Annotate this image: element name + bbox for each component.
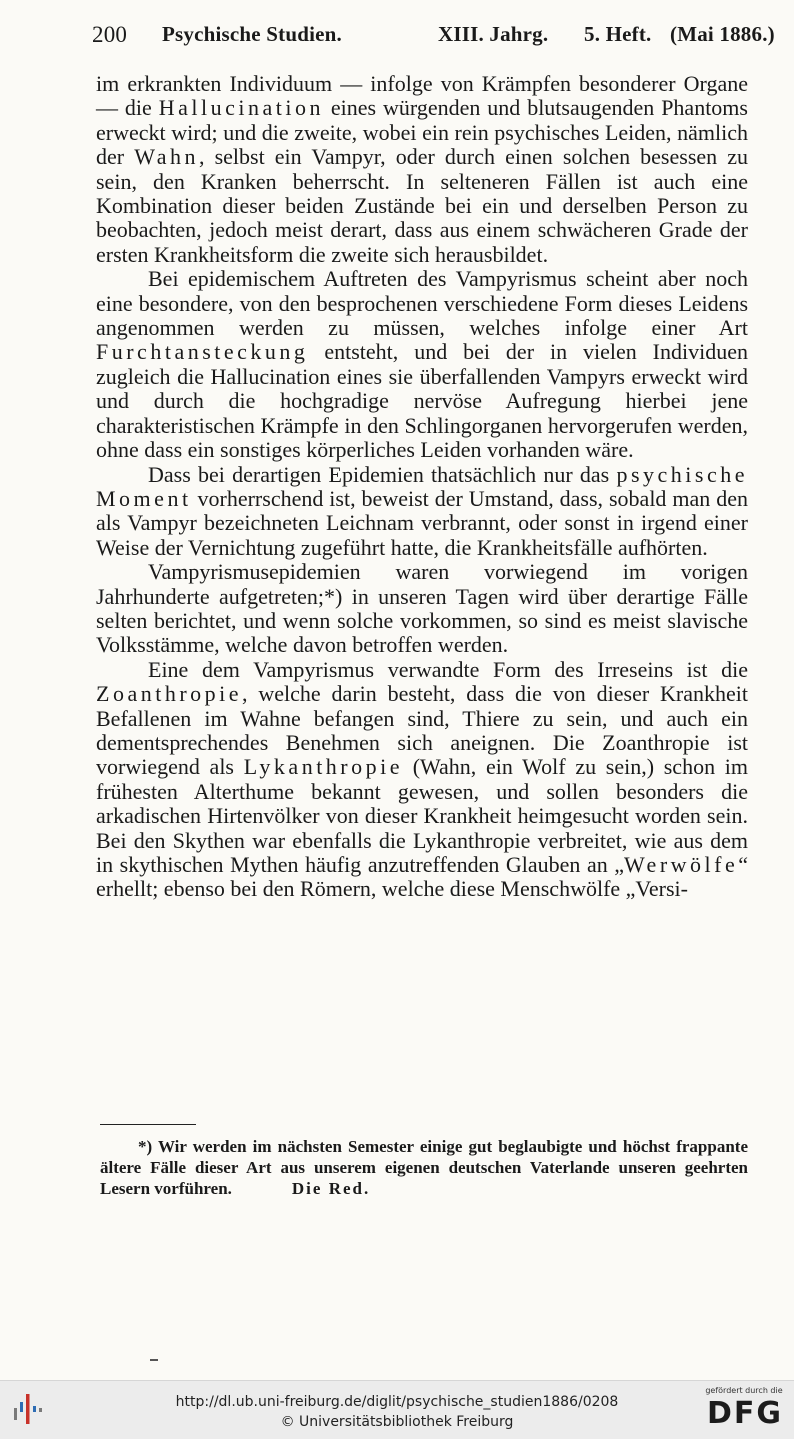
emphasized-term: Werwölfe: [624, 852, 739, 877]
text-run: (Wahn, ein Wolf zu sein,) schon im frühesten Alterthume bekannt gewesen, und sollen besonders die arkadischen Hirtenvölker von dieser Krankheit heimgesucht worden sein. Bei den Skythen war ebenfalls die Lykanthropie verbreitet, wie aus dem in skythischen Mythen häufig anzutreffenden Glauben an „: [96, 754, 748, 877]
text-run: vorherrschend ist, beweist der Umstand, dass, sobald man den als Vampyr bezeichneten Leichnam verbrannt, oder sonst in irgend einer Weise der Vernichtung zugeführt hatte, die Krankheitsfälle aufhörten.: [96, 485, 748, 560]
emphasized-term: Hallucination: [158, 95, 324, 121]
dfg-logo-icon: DFG: [706, 1396, 784, 1431]
volume-label: XIII. Jahrg.: [438, 22, 549, 46]
text-run: Dass bei derartigen Epidemien thatsächlich nur das: [148, 461, 617, 487]
copyright-notice: © Universitätsbibliothek Freiburg: [280, 1414, 514, 1430]
footnote-divider: [100, 1124, 196, 1125]
footnote-text: *) Wir werden im nächsten Semester einige gut beglaubigte und höchst frappante ältere Fälle dieser Art aus unserem eigenen deutschen Vaterlande unseren geehrten Lesern vorführen.: [100, 1137, 748, 1198]
paragraph-2: [96, 267, 748, 462]
emphasized-term: Zoanthropie: [96, 681, 243, 707]
page-number: 200: [92, 22, 128, 47]
issue-label: 5. Heft.: [584, 22, 652, 46]
text-run: , selbst ein Vampyr, oder durch einen solchen besessen zu sein, den Kranken beherrscht. In selteneren Fällen ist auch eine Kombination dieser beiden Zustände bei ein und derselben Person zu beobachten, jedoch meist derart, dass aus einem schwächeren Grade der ersten Krankheitsform die zweite sich herausbildet.: [96, 144, 749, 267]
text-run: “ erhellt; ebenso bei den Römern, welche diese Menschwölfe „Versi-: [96, 852, 748, 902]
permalink-url[interactable]: http://dl.ub.uni-freiburg.de/diglit/psychische_studien1886/0208: [175, 1394, 619, 1410]
footnote: [100, 1136, 748, 1199]
emphasized-term: Furchtansteckung: [96, 339, 309, 365]
scan-mark: [150, 1359, 158, 1361]
dfg-sponsor-logo: [698, 1386, 790, 1434]
text-run: Vampyrismusepidemien waren vorwiegend im vorigen Jahrhunderte aufgetreten;*) in unseren Tagen wird über derartige Fälle selten berichtet, und wenn solche vorkommen, so sind es meist slavische Volksstämme, welche davon betroffen werden.: [96, 559, 748, 658]
paragraph-4: [96, 560, 748, 658]
footnote-signature: Die Red.: [291, 1179, 371, 1198]
text-run: eines würgenden und blutsaugenden Phantoms erweckt wird; und die zweite, wobei ein rein psychisches Leiden, nämlich der: [96, 95, 748, 170]
journal-title: Psychische Studien.: [162, 22, 342, 46]
text-run: Eine dem Vampyrismus verwandte Form des Irreseins ist die: [148, 656, 748, 682]
paragraph-1: [96, 72, 748, 267]
body-text: [96, 72, 748, 902]
paragraph-3: [96, 463, 748, 561]
emphasized-term: Lykanthropie: [243, 754, 404, 780]
paragraph-5: [96, 658, 748, 902]
emphasized-term: Wahn: [134, 144, 199, 170]
text-run: entsteht, und bei der in vielen Individuen zugleich die Hallucination eines sie überfallenden Vampyrs erweckt wird und durch die hochgradige nervöse Aufregung hierbei jene charakteristischen Krämpfe in den Schlingorganen hervorgerufen werden, ohne dass ein sonstiges körperliches Leiden vorhanden wäre.: [96, 339, 748, 463]
issue-date: (Mai 1886.): [670, 22, 775, 46]
emphasized-term: psychische Moment: [96, 461, 748, 511]
text-run: im erkrankten Individuum — infolge von Krämpfen besonderer Organe — die: [96, 71, 748, 121]
text-run: , welche darin besteht, dass die von dieser Krankheit Befallenen im Wahne befangen sind, Thiere zu sein, und auch ein dementsprechendes Benehmen sich aneignen. Die Zoanthropie ist vorwiegend als: [96, 681, 748, 780]
dfg-caption: gefördert durch die: [705, 1386, 783, 1395]
text-run: Bei epidemischem Auftreten des Vampyrismus scheint aber noch eine besondere, von den besprochenen verschiedene Form dieses Leidens angenommen werden zu müssen, welches infolge einer Art: [96, 266, 748, 341]
running-header: [92, 22, 775, 54]
